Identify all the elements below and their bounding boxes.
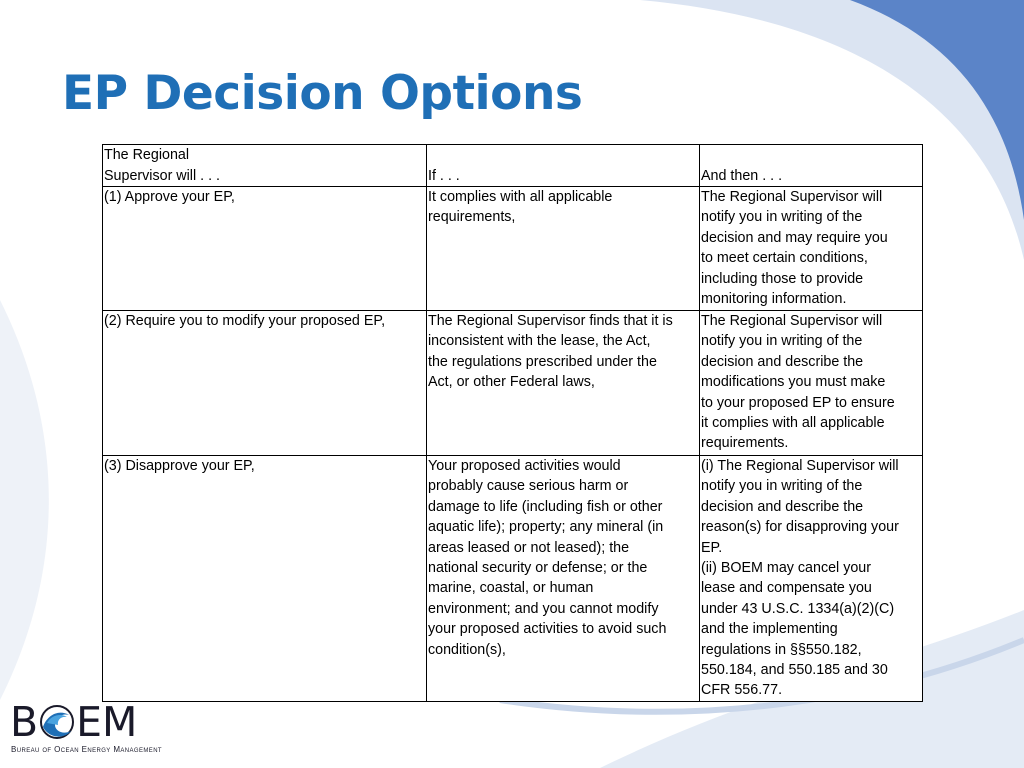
row-result: (i) The Regional Supervisor will notify you in writing of the decision and describe the reason(s) for disapproving your EP. (ii) BOEM may cancel your lease and compensate you under 43 U.S.C. 1334(a)(2)(C) and the implementing regulations in §§550.182, 550.184, and 550.185 and 30 CFR 556.77. [700, 456, 923, 702]
logo-letters-right: EM [76, 698, 138, 746]
table-row [103, 187, 923, 311]
header-and-then: And then . . . [700, 145, 923, 187]
row-condition: Your proposed activities would probably cause serious harm or damage to life (including fish or other aquatic life); property; any mineral (in areas leased or not leased); the national security or defense; or the marine, coastal, or human environment; and you cannot modify your proposed activities to avoid such condition(s), [427, 456, 700, 702]
boem-logo [10, 700, 170, 762]
logo-letters-left: B [10, 698, 39, 746]
header-supervisor-will: The Regional Supervisor will . . . [103, 145, 427, 187]
decision-options-table [102, 144, 923, 702]
table-row [103, 456, 923, 702]
wave-o-icon [39, 703, 75, 741]
row-result: The Regional Supervisor will notify you in writing of the decision and may require you to meet certain conditions, including those to provide monitoring information. [700, 187, 923, 311]
row-condition: The Regional Supervisor finds that it is inconsistent with the lease, the Act, the regulations prescribed under the Act, or other Federal laws, [427, 311, 700, 456]
logo-subtitle: Bureau of Ocean Energy Management [11, 745, 162, 754]
row-action: (3) Disapprove your EP, [103, 456, 427, 702]
row-condition: It complies with all applicable requirements, [427, 187, 700, 311]
logo-wordmark [10, 700, 137, 744]
page-title: EP Decision Options [62, 66, 583, 121]
table-row [103, 311, 923, 456]
swoosh-left-shade [0, 300, 49, 700]
row-action: (1) Approve your EP, [103, 187, 427, 311]
row-action: (2) Require you to modify your proposed EP, [103, 311, 427, 456]
row-result: The Regional Supervisor will notify you in writing of the decision and describe the modifications you must make to your proposed EP to ensure it complies with all applicable requirements. [700, 311, 923, 456]
table-header-row [103, 145, 923, 187]
header-if: If . . . [427, 145, 700, 187]
